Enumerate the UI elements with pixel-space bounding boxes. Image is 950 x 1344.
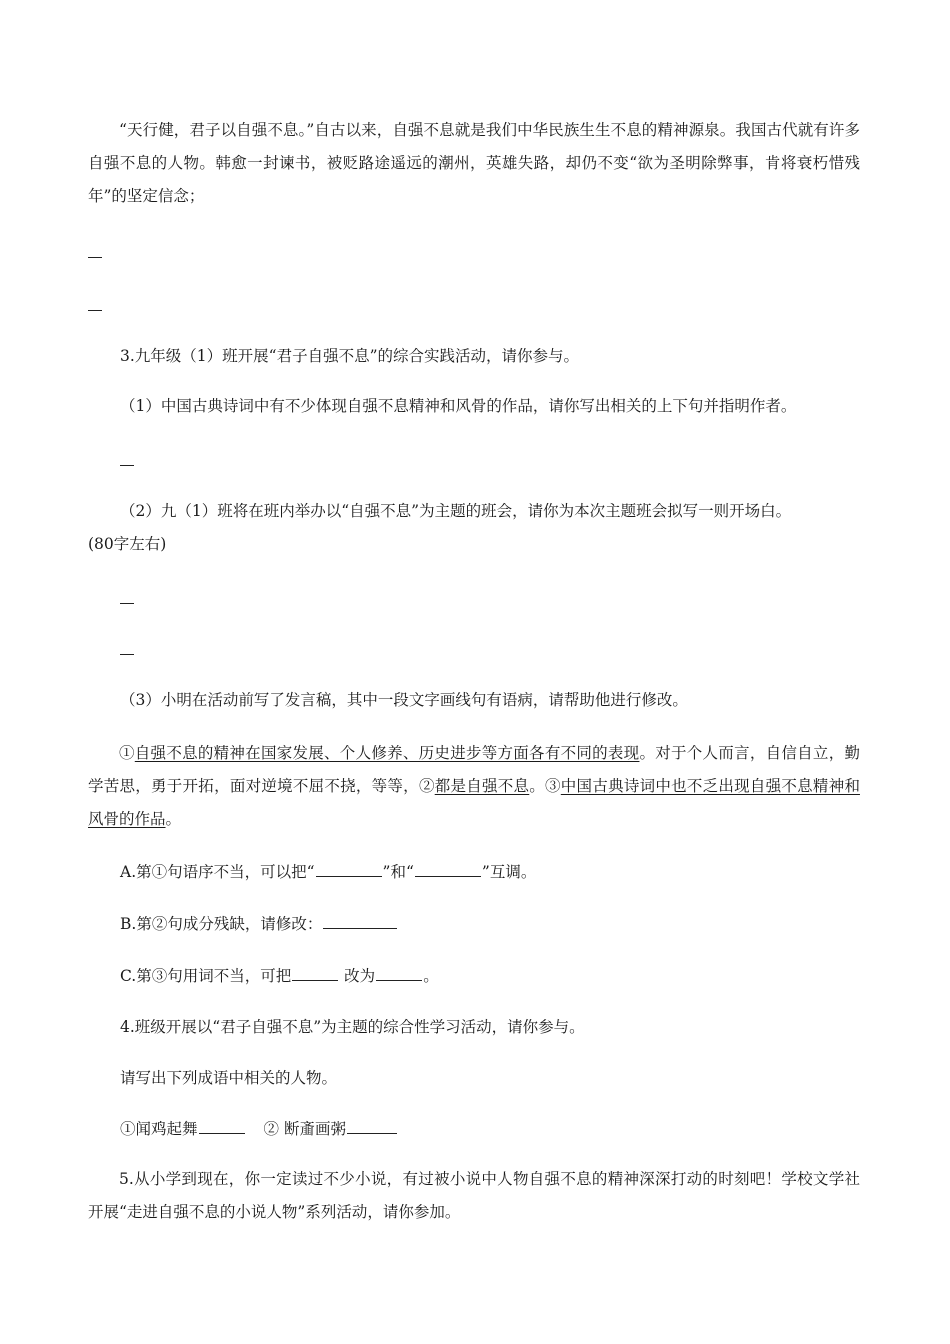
blank-b[interactable]	[323, 914, 397, 929]
q3-sub2-line1: （2）九（1）班将在班内举办以“自强不息”为主题的班会，请你为本次主题班会拟写一则开场白。	[120, 502, 792, 520]
q4-item-2: ② 断齑画粥	[263, 1120, 346, 1138]
blank-q4-2[interactable]	[347, 1119, 397, 1134]
q3-passage	[88, 737, 860, 836]
answer-dash-1	[88, 257, 102, 258]
q3-title: 3.九年级（1）班开展“君子自强不息”的综合实践活动，请你参与。	[120, 347, 580, 365]
option-a-text-3: ”互调。	[481, 863, 537, 881]
answer-dash-5	[120, 654, 134, 655]
sentence-3-pre: 。	[529, 777, 546, 795]
q3-option-c	[120, 960, 860, 993]
q5-paragraph: 5.从小学到现在，你一定读过不少小说，有过被小说中人物自强不息的精神深深打动的时刻吧！学校文学社开展“走进自强不息的小说人物”系列活动，请你参加。	[88, 1170, 860, 1221]
q4-items	[120, 1113, 860, 1146]
option-c-text-2: 改为	[339, 967, 376, 985]
option-c-text-1: C.第③句用词不当，可把	[120, 967, 292, 985]
sentence-1-underlined: 自强不息的精神在国家发展、个人修养、历史进步等方面各有不同的表现	[134, 744, 640, 762]
q4-instruction: 请写出下列成语中相关的人物。	[120, 1069, 338, 1087]
q4-item-1: ①闻鸡起舞	[120, 1120, 198, 1138]
blank-a1[interactable]	[316, 862, 382, 877]
q4-title: 4.班级开展以“君子自强不息”为主题的综合性学习活动，请你参与。	[120, 1018, 585, 1036]
q3-sub2-line2: (80字左右)	[88, 535, 167, 553]
option-a-text-2: ”和“	[382, 863, 414, 881]
option-a-text-1: A.第①句语序不当，可以把“	[120, 863, 315, 881]
option-c-text-3: 。	[423, 967, 439, 985]
q3-sub3: （3）小明在活动前写了发言稿，其中一段文字画线句有语病，请帮助他进行修改。	[120, 691, 688, 709]
option-b-text: B.第②句成分残缺，请修改：	[120, 915, 323, 933]
q3-sub1: （1）中国古典诗词中有不少体现自强不息精神和风骨的作品，请你写出相关的上下句并指明作者。	[120, 397, 797, 415]
sentence-3-underlined: 中国古典诗词中也不乏出现自强不息精神和风骨的作品	[88, 777, 860, 828]
sentence-1-mark: ①	[119, 744, 135, 762]
blank-q4-1[interactable]	[199, 1119, 245, 1134]
sentence-2-mark: ②	[418, 777, 435, 795]
sentence-2-underlined: 都是自强不息	[434, 777, 530, 795]
blank-c1[interactable]	[292, 966, 338, 981]
answer-dash-2	[88, 310, 102, 311]
intro-paragraph: “天行健，君子以自强不息。”自古以来，自强不息就是我们中华民族生生不息的精神源泉。我国古代就有许多自强不息的人物。韩愈一封谏书，被贬路途遥远的潮州，英雄失路，却仍不变“欲为圣明除弊事，肯将衰朽惜残年”的坚定信念；	[88, 121, 860, 205]
answer-dash-3	[120, 465, 134, 466]
blank-a2[interactable]	[415, 862, 481, 877]
blank-c2[interactable]	[376, 966, 422, 981]
answer-dash-4	[120, 603, 134, 604]
passage-middle: 。对于个人而言，自信自立，勤学苦思，勇于开拓，面对逆境不屈不挠，等等，	[88, 744, 860, 795]
sentence-3-mark: ③	[545, 777, 561, 795]
q3-option-a	[120, 856, 860, 889]
q3-option-b	[120, 908, 860, 941]
passage-end: 。	[165, 810, 182, 828]
